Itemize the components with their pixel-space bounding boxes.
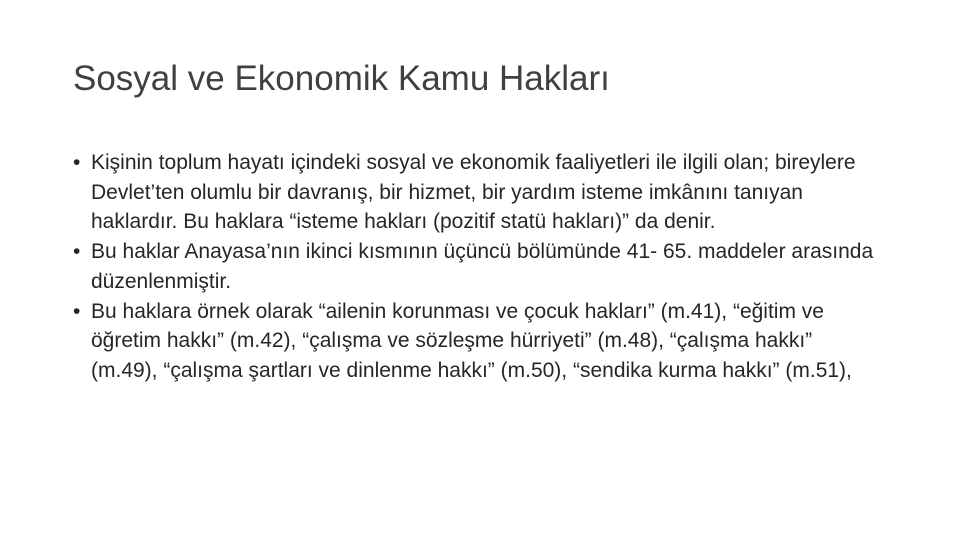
- bullet-text: Bu haklara örnek olarak “ailenin korunması ve çocuk hakları” (m.41), “eğitim ve öğretim hakkı” (m.42), “çalışma ve sözleşme hürriyeti” (m.48), “çalışma hakkı” (m.49), “çalışma şartları ve dinlenme hakkı” (m.50), “sendika kurma hakkı” (m.51),: [91, 299, 852, 382]
- bullet-text: Kişinin toplum hayatı içindeki sosyal ve ekonomik faaliyetleri ile ilgili olan; bireylere Devlet’ten olumlu bir davranış, bir hizmet, bir yardım isteme imkânını tanıyan haklardır. Bu haklara “isteme hakları (pozitif statü hakları)” da denir.: [91, 151, 856, 234]
- bullet-list: [73, 148, 883, 386]
- bullet-icon: •: [73, 151, 81, 174]
- bullet-icon: •: [73, 240, 81, 264]
- bullet-text: Bu haklar Anayasa’nın ikinci kısmının üçüncü bölümünde 41- 65. maddeler arasında düzenlenmiştir.: [91, 240, 874, 293]
- bullet-item: [73, 237, 883, 296]
- slide-title: Sosyal ve Ekonomik Kamu Hakları: [73, 59, 610, 98]
- bullet-icon: •: [73, 299, 81, 323]
- bullet-item: [73, 297, 883, 386]
- bullet-item: [73, 148, 883, 237]
